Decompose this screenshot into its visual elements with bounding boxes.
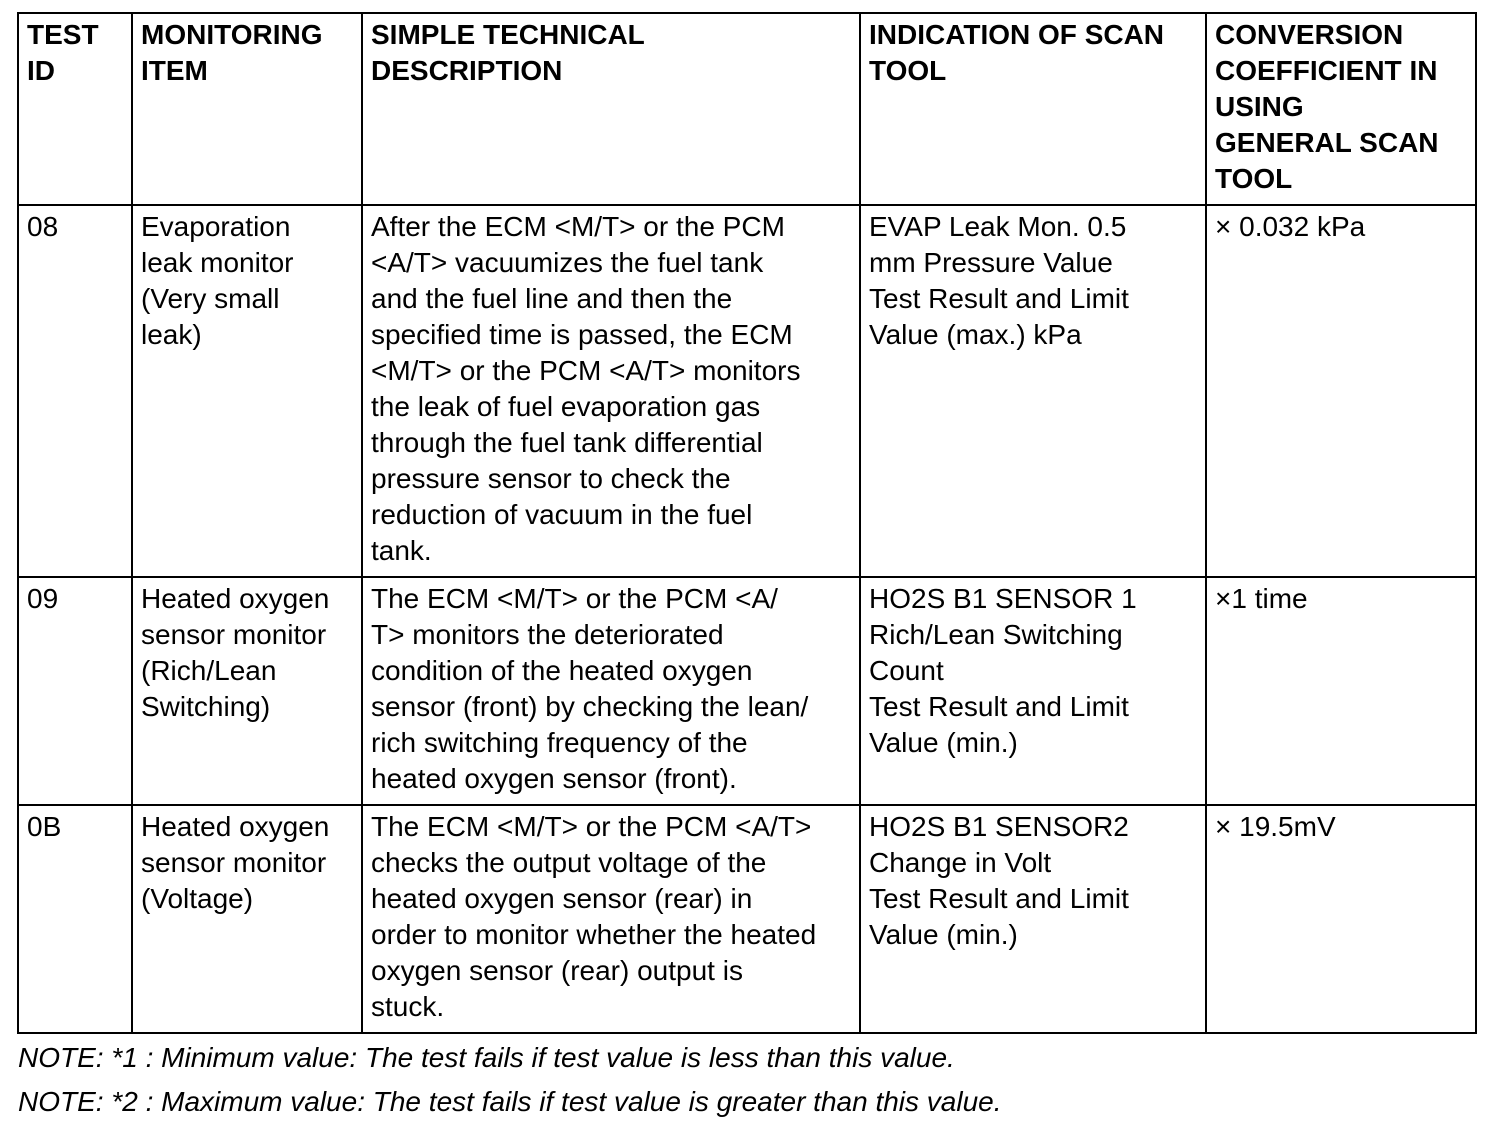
monitor-spec-table [17, 12, 1477, 1034]
header-conversion-coefficient: CONVERSION COEFFICIENT IN USING GENERAL SCAN TOOL [1206, 13, 1476, 205]
cell-description: The ECM <M/T> or the PCM <A/T> checks the output voltage of the heated oxygen sensor (rear) in order to monitor whether the heated oxygen sensor (rear) output is stuck. [362, 805, 860, 1033]
cell-test-id: 0B [18, 805, 132, 1033]
table-row [18, 205, 1476, 577]
cell-description: The ECM <M/T> or the PCM <A/ T> monitors the deteriorated condition of the heated oxygen sensor (front) by checking the lean/ rich switching frequency of the heated oxygen sensor (front). [362, 577, 860, 805]
note-minimum-value: NOTE: *1 : Minimum value: The test fails if test value is less than this value. [18, 1042, 955, 1073]
cell-test-id: 09 [18, 577, 132, 805]
notes-block [18, 1036, 1002, 1124]
cell-monitoring-item: Heated oxygen sensor monitor (Voltage) [132, 805, 362, 1033]
cell-scan-tool: HO2S B1 SENSOR2 Change in Volt Test Result and Limit Value (min.) [860, 805, 1206, 1033]
header-monitoring-item: MONITORING ITEM [132, 13, 362, 205]
table-row [18, 805, 1476, 1033]
cell-description: After the ECM <M/T> or the PCM <A/T> vacuumizes the fuel tank and the fuel line and then the specified time is passed, the ECM <M/T> or the PCM <A/T> monitors the leak of fuel evaporation gas through the fuel tank differential pressure sensor to check the reduction of vacuum in the fuel tank. [362, 205, 860, 577]
table-row [18, 577, 1476, 805]
header-test-id: TEST ID [18, 13, 132, 205]
cell-coefficient: ×1 time [1206, 577, 1476, 805]
header-scan-tool: INDICATION OF SCAN TOOL [860, 13, 1206, 205]
cell-test-id: 08 [18, 205, 132, 577]
cell-coefficient: × 19.5mV [1206, 805, 1476, 1033]
cell-monitoring-item: Evaporation leak monitor (Very small leak) [132, 205, 362, 577]
cell-scan-tool: HO2S B1 SENSOR 1 Rich/Lean Switching Count Test Result and Limit Value (min.) [860, 577, 1206, 805]
cell-monitoring-item: Heated oxygen sensor monitor (Rich/Lean Switching) [132, 577, 362, 805]
header-description: SIMPLE TECHNICAL DESCRIPTION [362, 13, 860, 205]
cell-coefficient: × 0.032 kPa [1206, 205, 1476, 577]
cell-scan-tool: EVAP Leak Mon. 0.5 mm Pressure Value Test Result and Limit Value (max.) kPa [860, 205, 1206, 577]
note-maximum-value: NOTE: *2 : Maximum value: The test fails if test value is greater than this value. [18, 1086, 1002, 1117]
table-header-row [18, 13, 1476, 205]
